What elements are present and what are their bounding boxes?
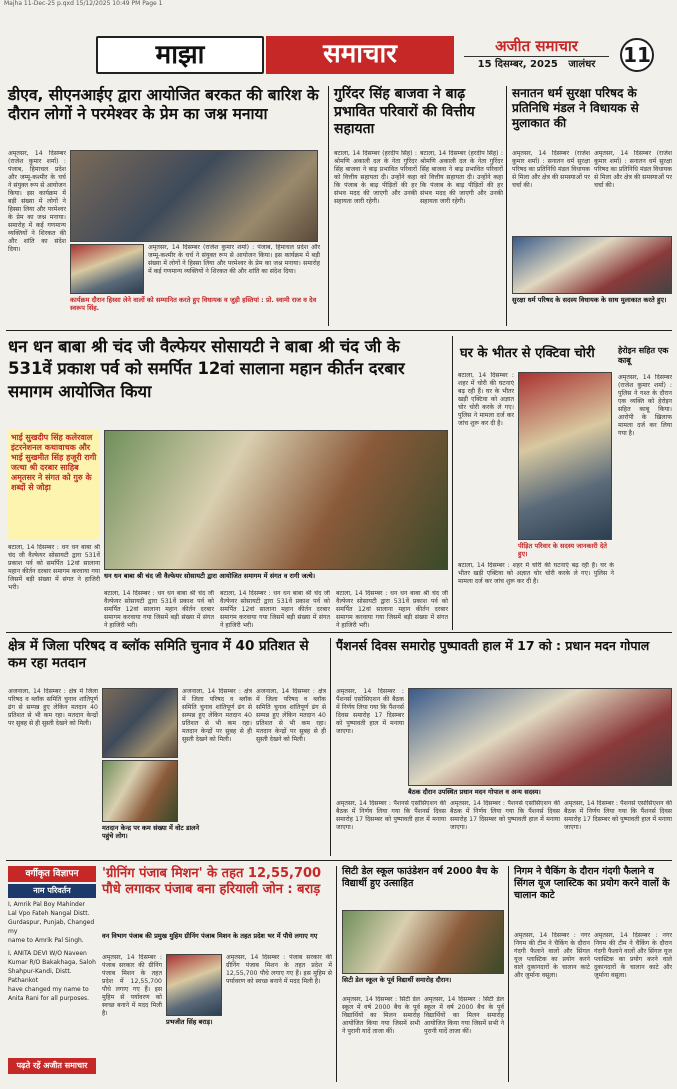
- story3-caption: सुरक्षा धर्म परिषद के सदस्य विधायक के साथ मुलाकात करते हुए।: [512, 296, 667, 304]
- story2-body: बटाला, 14 दिसम्बर (हरदीप सिंह) : श्रोमणि अकाली दल के नेता गुरिंदर सिंह बाजवा ने बाढ़ प्रभावित परिवारों को वित्तीय सहायता दी। उन्होंने कहा कि पंजाब के बाढ़ पीड़ितों की हर संभव मदद की जाएगी और उनकी सहायता जारी रहेगी।: [334, 150, 417, 205]
- story8-body-col2: अमृतसर, 14 दिसम्बर : पैंशनर्स एसोसिएशन की बैठक में निर्णय लिया गया कि पैंशनर्स दिवस समारोह 17 दिसम्बर को पुष्पावती हाल में मनाया जाएगा।: [336, 800, 446, 831]
- story5-caption: पीड़ित परिवार के सदस्य जानकारी देते हुए।: [518, 542, 607, 558]
- paper-date: 15 दिसम्बर, 2025: [477, 59, 558, 70]
- classified-line: have changed my name to: [8, 986, 89, 993]
- column-rule: [508, 866, 509, 1082]
- story3-photo: [512, 236, 672, 294]
- story8-headline: पैंशनर्स दिवस समारोह पुष्पावती हाल में 17 को : प्रधान मदन गोपाल: [336, 638, 650, 653]
- story7-body-col3: अजनाला, 14 दिसम्बर : क्षेत्र में जिला परिषद व ब्लॉक समिति चुनाव शांतिपूर्ण ढंग से सम्पन्न हुए लेकिन मतदान 40 प्रतिशत से भी कम रहा। मतदान केन्द्रों पर सुबह से ही सुस्ती देखने को मिली।: [256, 688, 326, 743]
- story10-body-continued: अमृतसर, 14 दिसम्बर : सिटी डेल स्कूल में वर्ष 2000 बैच के पूर्व विद्यार्थियों का मिलन समारोह आयोजित किया गया जिसमें सभी ने पुरानी यादें ताजा कीं।: [424, 996, 504, 1035]
- story4-headline: धन धन बाबा श्री चंद जी वैल्फेयर सोसायटी ने बाबा श्री चंद जी के 531वें प्रकाश पर्व को समर्पित 12वां सालाना महान कीर्तन दरबार समागम आयोजित किया: [8, 337, 405, 401]
- classified-line: I, Amrik Pal Boy Mahinder: [8, 901, 85, 908]
- story5-photo: [518, 372, 612, 540]
- classified-line: name to Amrik Pal Singh.: [8, 937, 84, 944]
- story8-photo: [408, 688, 672, 786]
- story7-body: अजनाला, 14 दिसम्बर : क्षेत्र में जिला परिषद व ब्लॉक समिति चुनाव शांतिपूर्ण ढंग से सम्पन्न हुए लेकिन मतदान 40 प्रतिशत से भी कम रहा। मतदान केन्द्रों पर सुबह से ही सुस्ती देखने को मिली।: [8, 688, 98, 727]
- story8-body-col4: अमृतसर, 14 दिसम्बर : पैंशनर्स एसोसिएशन की बैठक में निर्णय लिया गया कि पैंशनर्स दिवस समारोह 17 दिसम्बर को पुष्पावती हाल में मनाया जाएगा।: [564, 800, 672, 831]
- story8-caption: बैठक दौरान उपस्थित प्रधान मदन गोपाल व अन्य सदस्य।: [408, 788, 541, 796]
- column-rule: [506, 86, 507, 326]
- story10-body: अमृतसर, 14 दिसम्बर : सिटी डेल स्कूल में वर्ष 2000 बैच के पूर्व विद्यार्थियों का मिलन समारोह आयोजित किया गया जिसमें सभी ने पुरानी यादें ताजा कीं।: [342, 996, 420, 1035]
- classified-line: Shahpur-Kandi, Distt. Pathankot: [8, 968, 72, 984]
- story11-body-continued: अमृतसर, 14 दिसम्बर : नगर निगम की टीम ने चैकिंग के दौरान गंदगी फैलाने वालों और सिंगल यूज प्लास्टिक का प्रयोग करने वाले दुकानदारों के चालान काटे और जुर्माना वसूला।: [594, 932, 672, 979]
- story1-caption: कार्यक्रम दौरान हिस्सा लेने वालों को सम्मानित करते हुए विधायक व जुड़ी हस्तियां : प्रो. स्वामी राज व देव स्वरूप सिंह.: [70, 296, 317, 312]
- story9-body: अमृतसर, 14 दिसम्बर : पंजाब सरकार की ग्रीनिंग पंजाब मिशन के तहत प्रदेश में 12,55,700 पौधे लगाए गए हैं। इस मुहिम से पर्यावरण को स्वच्छ बनाने में मदद मिली है।: [102, 954, 162, 1017]
- classified-line: I, ANITA DEVI W/O Naveen: [8, 950, 87, 957]
- story4-sidebar-text: भाई सुखदीप सिंह कलेरवाल इंटरनेशनल कथावाचक और भाई सुखमीत सिंह हजूरी रागी जत्था श्री दरबार साहिब अमृतसर ने संगत को गुरु के शब्दों से जोड़ा: [11, 433, 97, 492]
- masthead-right-word: समाचार: [266, 36, 454, 74]
- classified-footer: पढ़ते रहें अजीत समाचार: [8, 1058, 96, 1074]
- story6-headline: हेरोइन सहित एक काबू: [618, 346, 669, 365]
- story7-headline: क्षेत्र में जिला परिषद व ब्लॉक समिति चुनाव में 40 प्रतिशत से कम रहा मतदान: [8, 638, 309, 671]
- paper-name: अजीत समाचार: [495, 37, 578, 55]
- story10-caption: सिटी डेल स्कूल के पूर्व विद्यार्थी समारोह दौरान।: [342, 976, 452, 984]
- paper-city: जालंधर: [568, 59, 596, 70]
- section-rule: [6, 330, 672, 331]
- story5-headline: घर के भीतर से एक्टिवा चोरी: [460, 346, 595, 361]
- story1-headline: डीएव, सीएनआईए द्वारा आयोजित बरकत की बारिश के दौरान लोगों ने परमेश्वर के प्रेम का जश्न मनाया: [8, 86, 319, 124]
- story1-photo-small: [70, 244, 144, 294]
- story4-body-col3: बटाला, 14 दिसम्बर : धन धन बाबा श्री चंद जी वैल्फेयर सोसायटी द्वारा 531वें प्रकाश पर्व को समर्पित 12वां सालाना महान कीर्तन दरबार समागम करवाया गया जिसमें बड़ी संख्या में संगत ने हाजिरी भरी।: [220, 590, 330, 628]
- story4-body-col4: बटाला, 14 दिसम्बर : धन धन बाबा श्री चंद जी वैल्फेयर सोसायटी द्वारा 531वें प्रकाश पर्व को समर्पित 12वां सालाना महान कीर्तन दरबार समागम करवाया गया जिसमें बड़ी संख्या में संगत ने हाजिरी भरी।: [336, 590, 448, 628]
- paper-info: [464, 36, 609, 74]
- story7-photo-left: [102, 688, 178, 758]
- classified-line: Anita Rani for all purposes.: [8, 995, 90, 1002]
- story8-body: अमृतसर, 14 दिसम्बर : पैंशनर्स एसोसिएशन की बैठक में निर्णय लिया गया कि पैंशनर्स दिवस समारोह 17 दिसम्बर को पुष्पावती हाल में मनाया जाएगा।: [336, 688, 404, 735]
- section-rule: [6, 632, 672, 633]
- story3-body-continued: अमृतसर, 14 दिसम्बर (राजेश कुमार शर्मा) : सनातन धर्म सुरक्षा परिषद का प्रतिनिधि मंडल विधायक से मिला और क्षेत्र की समस्याओं पर चर्चा की।: [594, 150, 672, 189]
- paper-date-line: [464, 56, 609, 72]
- story9-subhead: वन विभाग पंजाब की प्रमुख मुहिम ग्रीनिंग पंजाब मिशन के तहत प्रदेश भर में पौधे लगाए गए: [102, 932, 318, 940]
- story5-body: बटाला, 14 दिसम्बर : शहर में चोरी की घटनाएं बढ़ रही हैं। घर के भीतर खड़ी एक्टिवा को अज्ञात चोर चोरी करके ले गए। पुलिस ने मामला दर्ज कर जांच शुरू कर दी है।: [458, 372, 514, 427]
- column-rule: [336, 866, 337, 1082]
- story4-caption: धन धन बाबा श्री चंद जी वैल्फेयर सोसायटी द्वारा आयोजित समागम में संगत व रागी जत्थे।: [104, 572, 316, 580]
- story4-body-col2: बटाला, 14 दिसम्बर : धन धन बाबा श्री चंद जी वैल्फेयर सोसायटी द्वारा 531वें प्रकाश पर्व को समर्पित 12वां सालाना महान कीर्तन दरबार समागम करवाया गया जिसमें बड़ी संख्या में संगत ने हाजिरी भरी।: [104, 590, 214, 628]
- masthead: [96, 36, 654, 74]
- story7-caption: मतदान केन्द्र पर कम संख्या में वोट डालने पहुंचे लोग।: [102, 824, 200, 840]
- print-slug: Majha 11-Dec-25 p.qxd 15/12/2025 10:49 PM Page 1: [4, 0, 163, 7]
- story7-photo-lower: [102, 760, 178, 822]
- classified-line: Gurdaspur, Punjab, Changed my: [8, 919, 95, 935]
- story7-body-col2: अजनाला, 14 दिसम्बर : क्षेत्र में जिला परिषद व ब्लॉक समिति चुनाव शांतिपूर्ण ढंग से सम्पन्न हुए लेकिन मतदान 40 प्रतिशत से भी कम रहा। मतदान केन्द्रों पर सुबह से ही सुस्ती देखने को मिली।: [182, 688, 252, 743]
- story1-body: अमृतसर, 14 दिसम्बर (राजेश कुमार शर्मा) : पंजाब, हिमाचल प्रदेश और जम्मू-कश्मीर के चर्च ने संयुक्त रूप से आयोजन किया। इस कार्यक्रम में बड़ी संख्या में लोगों ने हिस्सा लिया और परमेश्वर के प्रेम का जश्न मनाया। समारोह में कई गणमान्य व्यक्तियों ने शिरकत की और शांति का संदेश दिया।: [8, 150, 66, 253]
- story4-body: बटाला, 14 दिसम्बर : धन धन बाबा श्री चंद जी वैल्फेयर सोसायटी द्वारा 531वें प्रकाश पर्व को समर्पित 12वां सालाना महान कीर्तन दरबार समागम करवाया गया जिसमें बड़ी संख्या में संगत ने हाजिरी भरी।: [8, 544, 100, 591]
- story11-headline: निगम ने चैकिंग के दौरान गंदगी फैलाने व सिंगल यूज प्लास्टिक का प्रयोग करने वालों के चालान काटे: [514, 866, 670, 901]
- story10-photo: [342, 910, 504, 974]
- story2-headline: गुरिंदर सिंह बाजवा ने बाढ़ प्रभावित परिवारों की वित्तीय सहायता: [334, 86, 475, 137]
- story4-photo: [104, 430, 448, 570]
- classified-section: नाम परिवर्तन: [8, 884, 96, 898]
- classified-line: Lal Vpo Fateh Nangal Distt.: [8, 910, 90, 917]
- masthead-left-word: माझा: [96, 36, 264, 74]
- story9-headline: 'ग्रीनिंग पंजाब मिशन' के तहत 12,55,700 पौधे लगाकर पंजाब बना हरियाली जोन : बराड़: [102, 866, 322, 898]
- classified-title: वर्गीकृत विज्ञापन: [8, 866, 96, 882]
- classified-list: [8, 900, 96, 1056]
- story1-body-continued: अमृतसर, 14 दिसम्बर (राजेश कुमार शर्मा) : पंजाब, हिमाचल प्रदेश और जम्मू-कश्मीर के चर्च ने संयुक्त रूप से आयोजन किया। इस कार्यक्रम में बड़ी संख्या में लोगों ने हिस्सा लिया और परमेश्वर के प्रेम का जश्न मनाया। समारोह में कई गणमान्य व्यक्तियों ने शिरकत की और शांति का संदेश दिया।: [148, 244, 320, 275]
- story5-body-continued: बटाला, 14 दिसम्बर : शहर में चोरी की घटनाएं बढ़ रही हैं। घर के भीतर खड़ी एक्टिवा को अज्ञात चोर चोरी करके ले गए। पुलिस ने मामला दर्ज कर जांच शुरू कर दी है।: [458, 562, 614, 585]
- story4-sidebar-box: [8, 430, 100, 540]
- story10-headline: सिटी डेल स्कूल फाउंडेशन वर्ष 2000 बैच के विद्यार्थी हुए उत्साहित: [342, 866, 499, 889]
- story1-photo: [70, 150, 318, 242]
- story11-body: अमृतसर, 14 दिसम्बर : नगर निगम की टीम ने चैकिंग के दौरान गंदगी फैलाने वालों और सिंगल यूज प्लास्टिक का प्रयोग करने वाले दुकानदारों के चालान काटे और जुर्माना वसूला।: [514, 932, 590, 979]
- story6-body: अमृतसर, 14 दिसम्बर (राजेश कुमार शर्मा) : पुलिस ने गश्त के दौरान एक व्यक्ति को हेरोइन सहित काबू किया। आरोपी के खिलाफ मामला दर्ज कर लिया गया है।: [618, 374, 672, 437]
- story8-body-col3: अमृतसर, 14 दिसम्बर : पैंशनर्स एसोसिएशन की बैठक में निर्णय लिया गया कि पैंशनर्स दिवस समारोह 17 दिसम्बर को पुष्पावती हाल में मनाया जाएगा।: [450, 800, 560, 831]
- story9-portrait-caption: प्रभजीत सिंह बराड़।: [166, 1018, 213, 1026]
- story2-body-continued: बटाला, 14 दिसम्बर (हरदीप सिंह) : श्रोमणि अकाली दल के नेता गुरिंदर सिंह बाजवा ने बाढ़ प्रभावित परिवारों को वित्तीय सहायता दी। उन्होंने कहा कि पंजाब के बाढ़ पीड़ितों की हर संभव मदद की जाएगी और उनकी सहायता जारी रहेगी।: [420, 150, 503, 205]
- column-rule: [452, 336, 453, 630]
- story9-portrait: [166, 954, 222, 1016]
- column-rule: [328, 86, 329, 326]
- story3-headline: सनातन धर्म सुरक्षा परिषद के प्रतिनिधि मंडल ने विधायक से मुलाकात की: [512, 86, 639, 130]
- page-number: 11: [620, 38, 654, 72]
- story3-body: अमृतसर, 14 दिसम्बर (राजेश कुमार शर्मा) : सनातन धर्म सुरक्षा परिषद का प्रतिनिधि मंडल विधायक से मिला और क्षेत्र की समस्याओं पर चर्चा की।: [512, 150, 590, 189]
- story9-body-continued: अमृतसर, 14 दिसम्बर : पंजाब सरकार की ग्रीनिंग पंजाब मिशन के तहत प्रदेश में 12,55,700 पौधे लगाए गए हैं। इस मुहिम से पर्यावरण को स्वच्छ बनाने में मदद मिली है।: [226, 954, 332, 985]
- section-rule: [6, 860, 672, 861]
- classified-line: Kumar R/O Bakakhaga, Saloh: [8, 959, 96, 966]
- column-rule: [330, 638, 331, 856]
